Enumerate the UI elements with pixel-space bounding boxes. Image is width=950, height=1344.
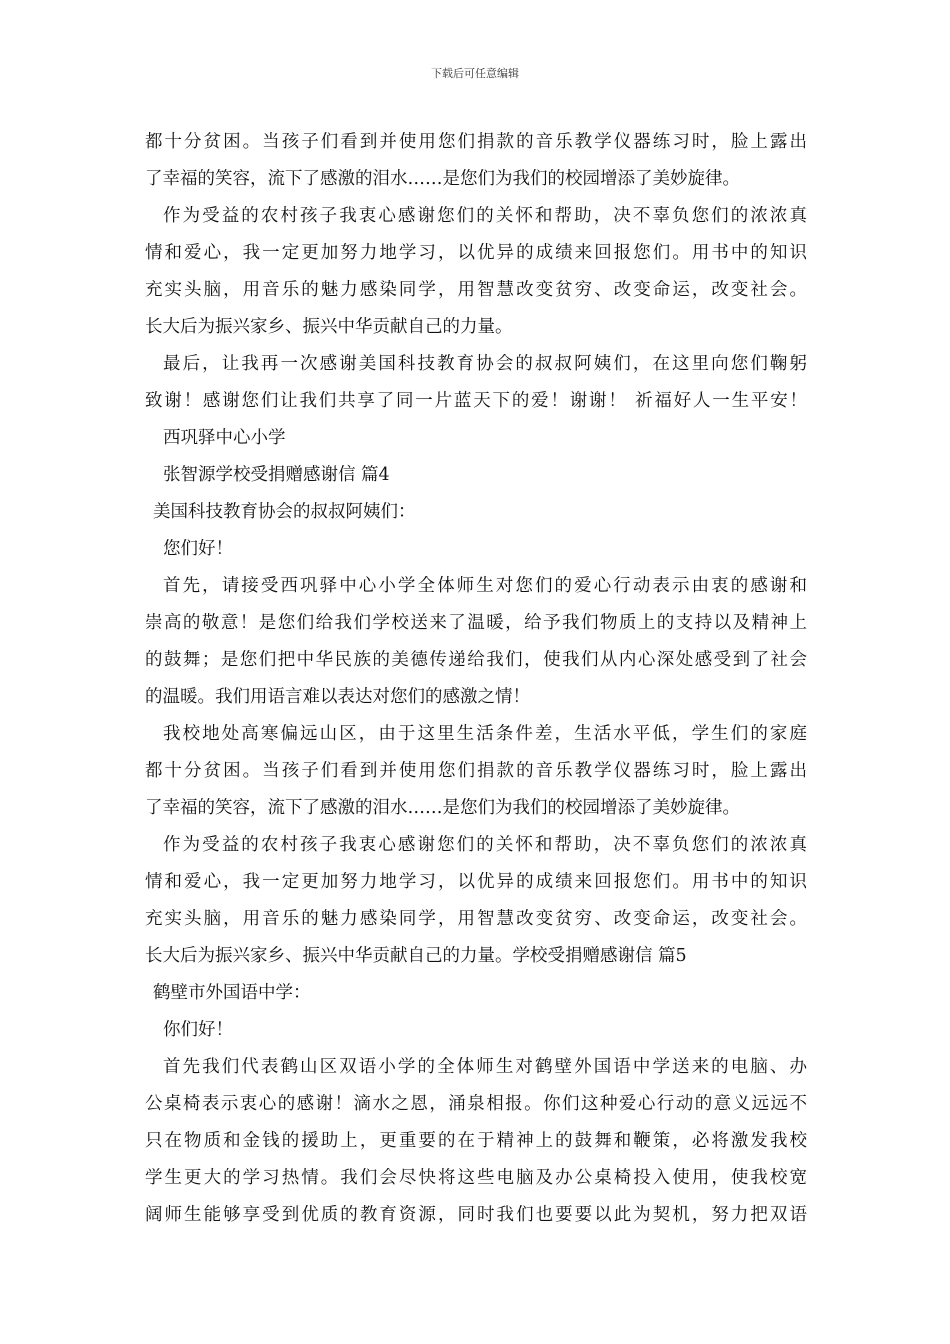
text-line: 学生更大的学习热情。我们会尽快将这些电脑及办公桌椅投入使用，使我校宽 [145,1168,807,1188]
text-line: 都十分贫困。当孩子们看到并使用您们捐款的音乐教学仪器练习时，脸上露出 [145,132,807,152]
signature-line: 西巩驿中心小学 [163,428,286,448]
text-line: 首先，请接受西巩驿中心小学全体师生对您们的爱心行动表示由衷的感谢和 [163,576,807,596]
text-line: 作为受益的农村孩子我衷心感谢您们的关怀和帮助，决不辜负您们的浓浓真 [163,206,807,226]
salutation: 美国科技教育协会的叔叔阿姨们： [153,502,416,522]
text-line: 情和爱心，我一定更加努力地学习，以优异的成绩来回报您们。用书中的知识 [145,872,807,892]
text-line: 长大后为振兴家乡、振兴中华贡献自己的力量。 [145,317,513,337]
text-line: 了幸福的笑容，流下了感激的泪水……是您们为我们的校园增添了美妙旋律。 [145,169,740,189]
greeting: 你们好！ [163,1020,233,1040]
section-title: 张智源学校受捐赠感谢信 篇4 [163,465,390,485]
text-line: 崇高的敬意！是您们给我们学校送来了温暖，给予我们物质上的支持以及精神上 [145,613,807,633]
text-line: 只在物质和金钱的援助上，更重要的在于精神上的鼓舞和鞭策，必将激发我校 [145,1131,807,1151]
page-header: 下载后可任意编辑 [431,67,519,80]
text-line: 首先我们代表鹤山区双语小学的全体师生对鹤壁外国语中学送来的电脑、办 [163,1057,807,1077]
text-line: 充实头脑，用音乐的魅力感染同学，用智慧改变贫穷、改变命运，改变社会。 [145,280,807,300]
text-line: 长大后为振兴家乡、振兴中华贡献自己的力量。学校受捐赠感谢信 篇5 [145,946,687,966]
text-line: 都十分贫困。当孩子们看到并使用您们捐款的音乐教学仪器练习时，脸上露出 [145,761,807,781]
text-line: 我校地处高寒偏远山区，由于这里生活条件差，生活水平低，学生们的家庭 [163,724,807,744]
greeting: 您们好！ [163,539,233,559]
salutation: 鹤壁市外国语中学： [153,983,311,1003]
text-line: 的温暖。我们用语言难以表达对您们的感激之情！ [145,687,530,707]
text-line: 致谢！感谢您们让我们共享了同一片蓝天下的爱！谢谢！ 祈福好人一生平安！ [145,391,807,411]
text-line: 阔师生能够享受到优质的教育资源，同时我们也要要以此为契机，努力把双语 [145,1205,807,1225]
document-body [145,124,807,1234]
text-line: 最后，让我再一次感谢美国科技教育协会的叔叔阿姨们，在这里向您们鞠躬 [163,354,807,374]
text-line: 的鼓舞；是您们把中华民族的美德传递给我们，使我们从内心深处感受到了社会 [145,650,807,670]
text-line: 充实头脑，用音乐的魅力感染同学，用智慧改变贫穷、改变命运，改变社会。 [145,909,807,929]
text-line: 情和爱心，我一定更加努力地学习，以优异的成绩来回报您们。用书中的知识 [145,243,807,263]
text-line: 了幸福的笑容，流下了感激的泪水……是您们为我们的校园增添了美妙旋律。 [145,798,740,818]
text-line: 公桌椅表示衷心的感谢！滴水之恩，涌泉相报。你们这种爱心行动的意义远远不 [145,1094,807,1114]
text-line: 作为受益的农村孩子我衷心感谢您们的关怀和帮助，决不辜负您们的浓浓真 [163,835,807,855]
